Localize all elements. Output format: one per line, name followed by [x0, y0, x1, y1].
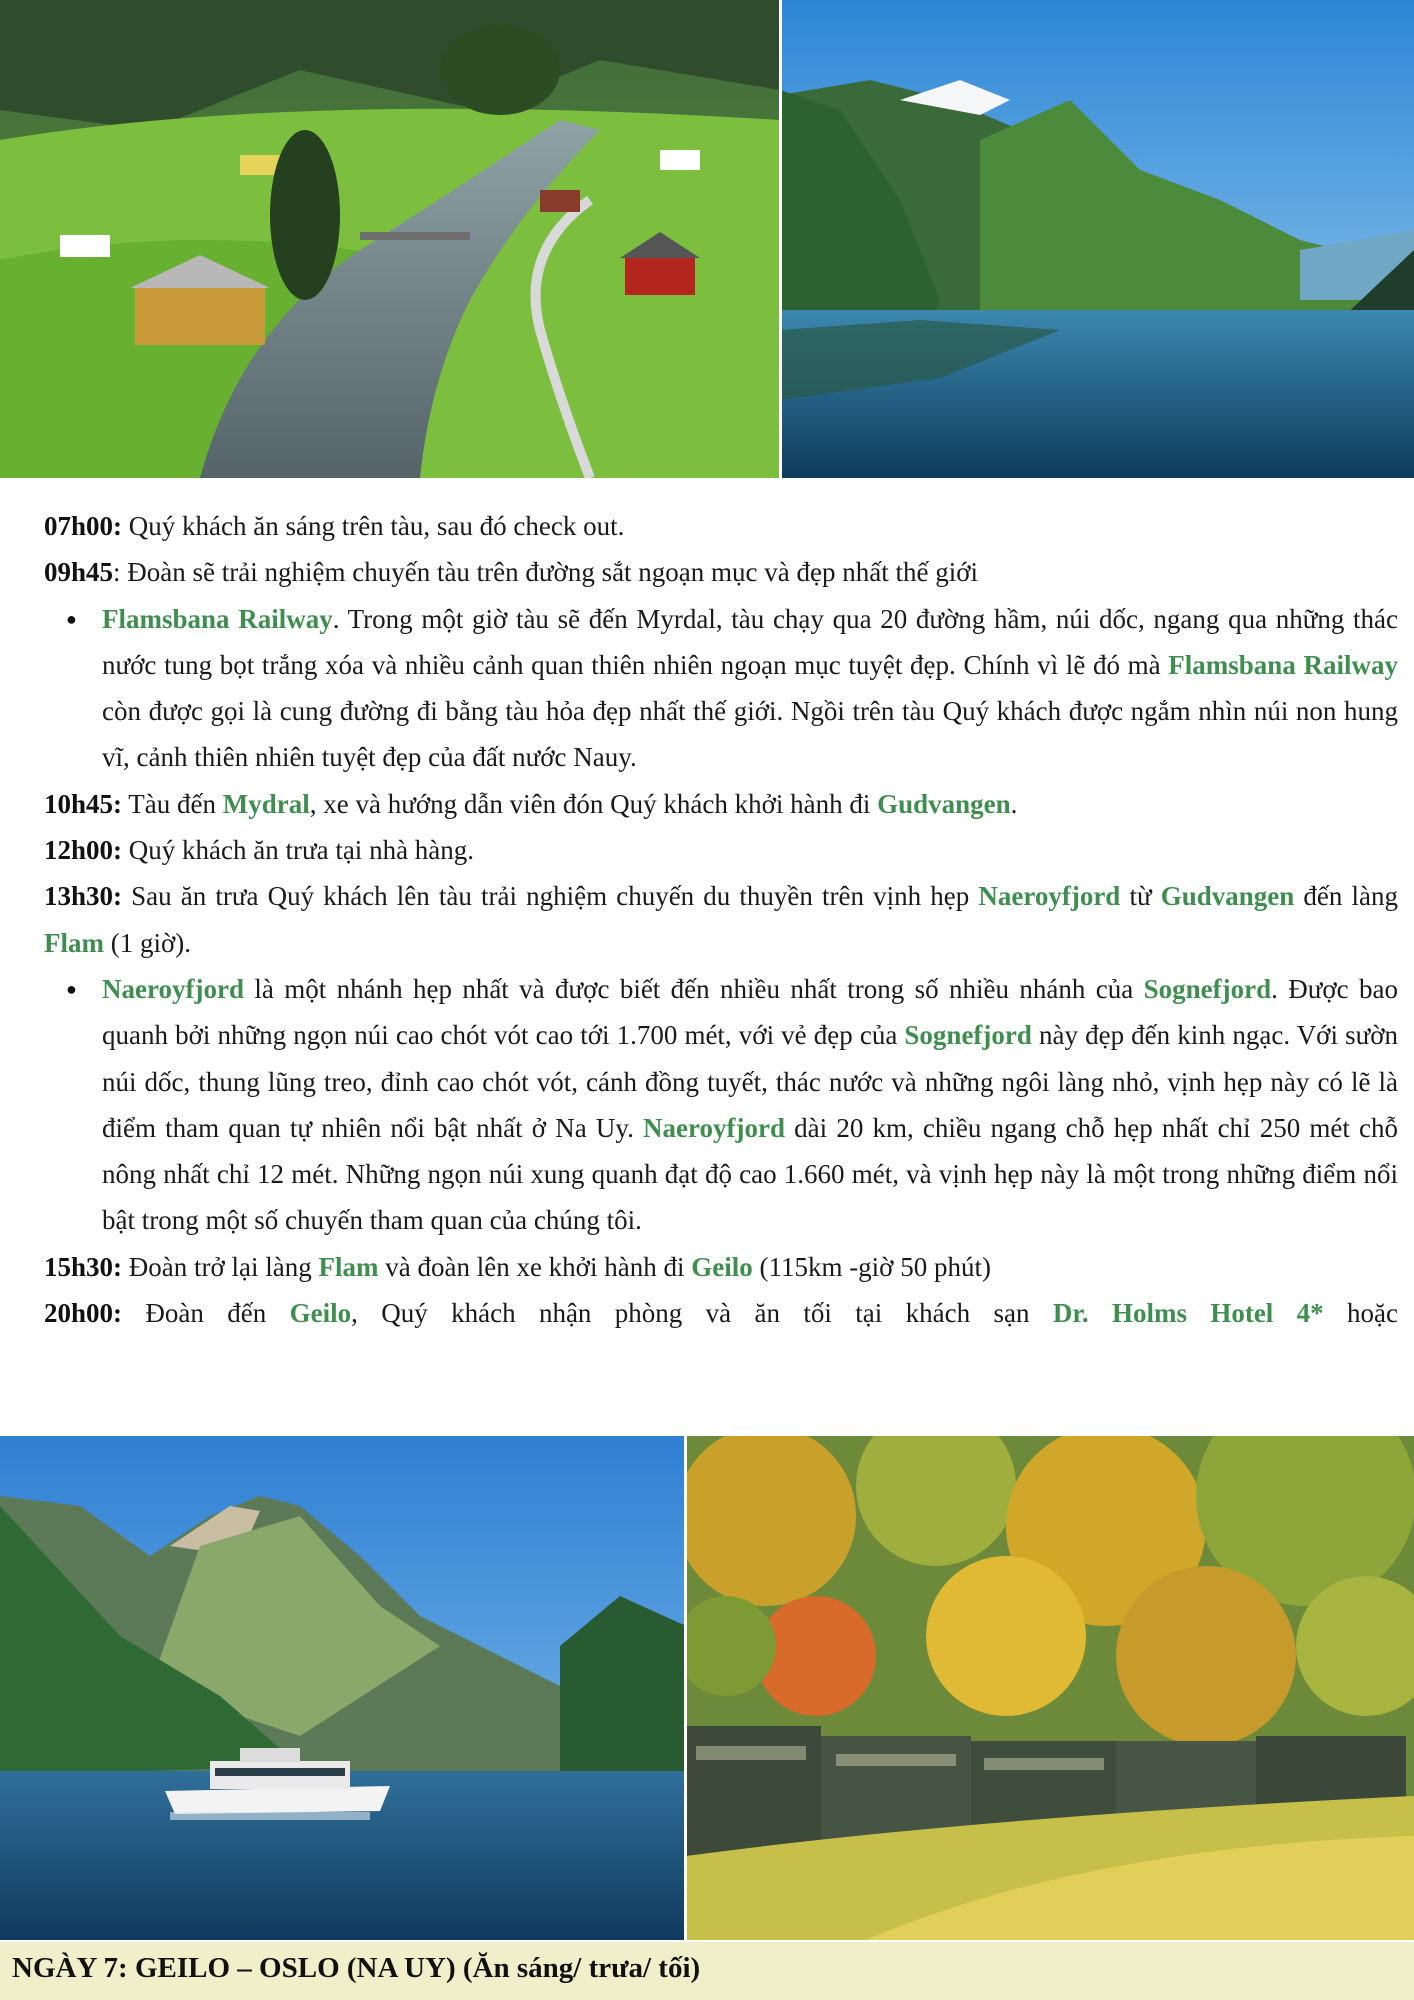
line-text: .: [1010, 788, 1018, 819]
line-text: Quý khách ăn sáng trên tàu, sau đó check out.: [122, 511, 625, 541]
itinerary-line-1530: [44, 1244, 1398, 1290]
line-text: là một nhánh hẹp nhất và được biết đến nhiều nhất trong số nhiều nhánh của: [243, 973, 1144, 1004]
line-text: Đoàn trở lại làng: [122, 1251, 319, 1282]
line-text: . Được bao quanh bởi những ngọn núi cao chót vót cao tới 1.700 mét, với vẻ đẹp của: [102, 973, 1398, 1051]
highlight-naeroyfjord: Naeroyfjord: [102, 973, 244, 1004]
highlight-geilo: Geilo: [691, 1251, 753, 1282]
itinerary-line-1330: [44, 873, 1398, 966]
line-text: đến làng: [1294, 881, 1398, 912]
highlight-sognefjord: Sognefjord: [904, 1020, 1032, 1051]
itinerary-line-2000: [44, 1290, 1398, 1336]
line-text: , xe và hướng dẫn viên đón Quý khách khởi hành đi: [309, 788, 878, 819]
line-text: : Đoàn sẽ trải nghiệm chuyến tàu trên đường sắt ngoạn mục và đẹp nhất thế giới: [113, 557, 978, 588]
highlight-naeroyfjord: Naeroyfjord: [643, 1112, 786, 1143]
photo-divider: [779, 0, 782, 478]
line-text: (115km -giờ 50 phút): [752, 1251, 991, 1282]
highlight-flam: Flam: [44, 927, 104, 958]
bullet-naeroyfjord: [102, 966, 1398, 1244]
highlight-flamsbana: Flamsbana Railway: [1168, 649, 1398, 680]
highlight-naeroyfjord: Naeroyfjord: [978, 881, 1121, 912]
bullet-list: [44, 596, 1398, 781]
flamsbana-train-autumn-photo: [686, 1436, 1414, 1940]
line-text: này đẹp đến kinh ngạc. Với sườn núi dốc, thung lũng treo, đỉnh cao chót vót, cánh đồng tuyết, thác nước và những ngôi làng nhỏ, vịnh hẹp này có lẽ là điểm tham quan tự nhiên nổi bật nhất ở Na Uy.: [102, 1020, 1398, 1143]
line-text: từ: [1120, 881, 1161, 912]
line-text: Sau ăn trưa Quý khách lên tàu trải nghiệm chuyến du thuyền trên vịnh hẹp: [122, 881, 979, 912]
highlight-flamsbana: Flamsbana Railway: [102, 603, 333, 634]
itinerary-text: [44, 503, 1398, 1336]
highlight-flam: Flam: [318, 1251, 379, 1282]
time-label: 10h45:: [44, 788, 123, 819]
highlight-gudvangen: Gudvangen: [1160, 881, 1295, 912]
line-text: còn được gọi là cung đường đi bằng tàu hỏa đẹp nhất thế giới. Ngồi trên tàu Quý khách được ngắm nhìn núi non hung vĩ, cảnh thiên nhiên tuyệt đẹp của đất nước Nauy.: [102, 696, 1398, 773]
line-text: và đoàn lên xe khởi hành đi: [378, 1251, 692, 1282]
line-text: , Quý khách nhận phòng và ăn tối tại khách sạn: [351, 1298, 1053, 1329]
line-text: (1 giờ).: [104, 927, 192, 958]
itinerary-line-1200: [44, 827, 1398, 873]
flam-village-river-photo: [0, 0, 780, 478]
time-label: 12h00:: [44, 835, 123, 866]
highlight-hotel: Dr. Holms Hotel 4*: [1052, 1298, 1324, 1329]
highlight-sognefjord: Sognefjord: [1143, 973, 1272, 1004]
time-label: 15h30:: [44, 1251, 123, 1282]
line-text: hoặc: [1323, 1298, 1399, 1329]
line-text: Quý khách ăn trưa tại nhà hàng.: [122, 835, 475, 866]
bullet-flamsbana: [102, 596, 1398, 781]
photo-divider: [684, 1436, 687, 1940]
highlight-geilo: Geilo: [289, 1298, 352, 1329]
highlight-mydral: Mydral: [222, 788, 310, 819]
line-text: . Trong một giờ tàu sẽ đến Myrdal, tàu chạy qua 20 đường hầm, núi dốc, ngang qua những thác nước tung bọt trắng xóa và nhiều cảnh quan thiên nhiên ngoạn mục tuyệt đẹp. Chính vì lẽ đó mà: [102, 603, 1398, 680]
time-label: 13h30:: [44, 881, 123, 912]
naeroyfjord-mountains-photo: [780, 0, 1414, 478]
line-text: dài 20 km, chiều ngang chỗ hẹp nhất chỉ 250 mét chỗ nông nhất chỉ 12 mét. Những ngọn núi xung quanh đạt độ cao 1.660 mét, và vịnh hẹp này là một trong những điểm nổi bật trong một số chuyến tham quan của chúng tôi.: [102, 1112, 1398, 1236]
time-label: 09h45: [44, 557, 114, 588]
day-header: NGÀY 7: GEILO – OSLO (NA UY) (Ăn sáng/ trưa/ tối): [0, 1942, 1414, 2000]
line-text: Tàu đến: [122, 788, 223, 819]
time-label: 07h00:: [44, 511, 123, 541]
fjord-cruise-boat-photo: [0, 1436, 686, 1940]
time-label: 20h00:: [44, 1298, 123, 1329]
itinerary-line-0700: [44, 503, 1398, 549]
highlight-gudvangen: Gudvangen: [877, 788, 1011, 819]
line-text: Đoàn đến: [122, 1298, 290, 1329]
itinerary-line-1045: [44, 781, 1398, 827]
bullet-list: [44, 966, 1398, 1244]
itinerary-line-0945: [44, 549, 1398, 595]
